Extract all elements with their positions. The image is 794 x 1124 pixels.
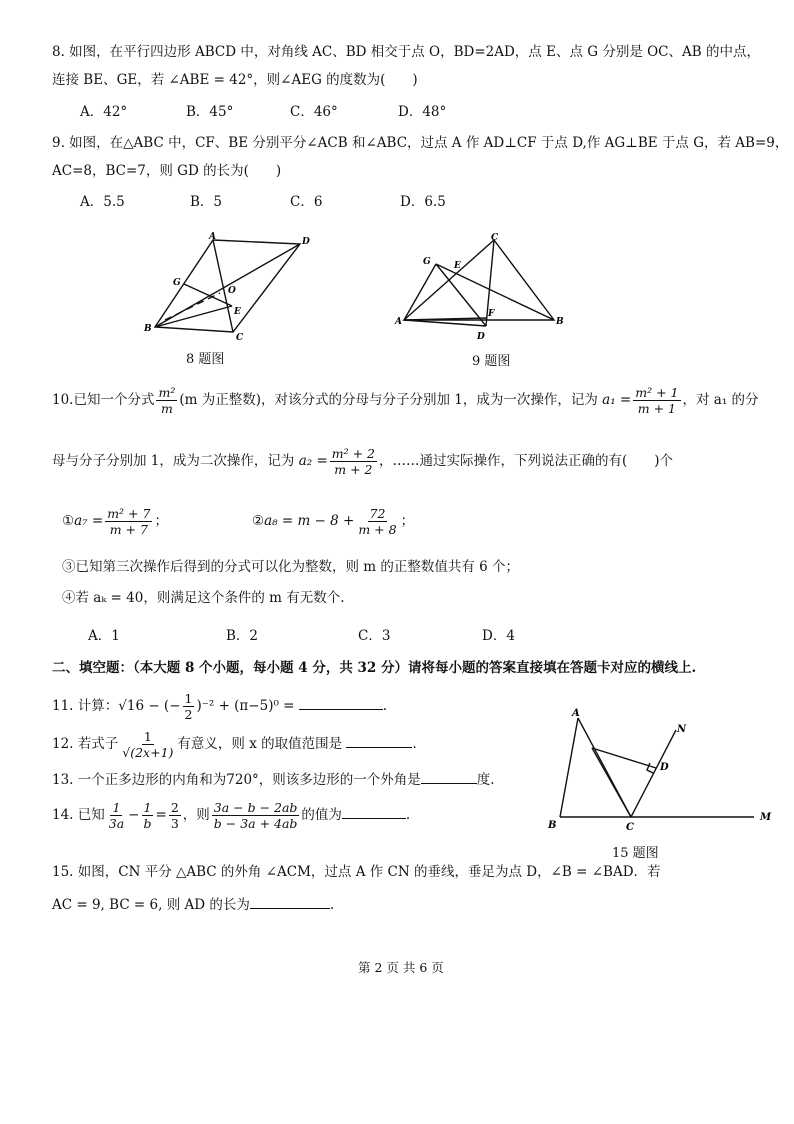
- fig9-label-e: E: [454, 261, 461, 271]
- segment-ab: [560, 718, 578, 817]
- q8-line2: 连接 BE、GE，若 ∠ABE = 42°，则∠AEG 的度数为( ): [52, 72, 418, 88]
- fig15-label-a: A: [572, 708, 580, 719]
- q10-a1-label: a₁ =: [602, 392, 632, 408]
- fig8-label-o: O: [228, 286, 236, 296]
- figure-8-parallelogram: [135, 228, 325, 346]
- q10-option-d: D．4: [482, 628, 515, 644]
- q10-s2-fraction: $\frac{72}{m + 8}$: [358, 506, 397, 537]
- fig15-label-d: D: [660, 762, 669, 773]
- segment-gd: [436, 264, 486, 326]
- fig9-label-f: F: [488, 309, 495, 319]
- segment-ad: [404, 320, 486, 326]
- figure-15-caption: 15 题图: [612, 846, 659, 861]
- ray-cn: [631, 730, 676, 817]
- q15-line1: 15. 如图，CN 平分 △ABC 的外角 ∠ACM，过点 A 作 CN 的垂线，垂足为点 D，∠B = ∠BAD．若: [52, 864, 661, 880]
- q12-fraction: $\frac{1}{√(2x+1)}$: [122, 729, 174, 760]
- q10-fraction-m2-over-m: $\frac{\text{m²}}{m}$: [158, 385, 176, 416]
- q10-a2-label: a₂ =: [298, 453, 328, 469]
- q12-answer-blank: [346, 747, 412, 748]
- q10-statement-4: ④若 aₖ = 40，则满足这个条件的 m 有无数个.: [62, 590, 345, 606]
- q10-s1-fraction: $\frac{\text{m² + 7}}{m + 7}$: [107, 506, 151, 537]
- q10-statement-2: ②a₈ = m − 8 + $\frac{72}{m + 8}$ ；: [252, 506, 415, 537]
- q12-line: 12. 若式子 $\frac{1}{√(2x+1)}$ 有意义，则 x 的取值范围是 .: [52, 729, 417, 760]
- q10-option-c: C．3: [358, 628, 391, 644]
- q9-line1: 9. 如图，在△ABC 中，CF、BE 分别平分∠ACB 和∠ABC，过点 A 作 AD⊥CF 于点 D,作 AG⊥BE 于点 G，若 AB=9，: [52, 135, 789, 151]
- segment-gb: [436, 264, 554, 320]
- q10-a1-tail: ，对 a₁ 的分: [682, 392, 759, 408]
- q11-line: 11. 计算：√16 − (− $\frac{1}{2}$ )⁻² + (π−5)⁰ = .: [52, 691, 388, 722]
- fig15-label-b: B: [548, 820, 557, 831]
- fig15-label-c: C: [626, 822, 634, 833]
- q14-fraction-1-over-3a: $\frac{1}{3a}$: [108, 800, 125, 831]
- fig8-label-d: D: [302, 237, 310, 247]
- fig9-label-d: D: [477, 332, 485, 342]
- fig15-label-n: N: [677, 724, 687, 735]
- q13-line: 13. 一个正多边形的内角和为720°，则该多边形的一个外角是 度.: [52, 772, 495, 788]
- q11-answer-blank: [299, 709, 383, 710]
- right-angle-mark: [647, 763, 653, 773]
- page-footer: 第 2 页 共 6 页: [358, 960, 444, 975]
- q9-line2: AC=8，BC=7，则 GD 的长为( ): [52, 163, 282, 179]
- fig9-label-c: C: [491, 233, 499, 243]
- fig8-label-g: G: [173, 278, 181, 288]
- segment-ag: [404, 264, 436, 320]
- q9-option-a: A．5.5: [80, 194, 125, 210]
- fig9-label-g: G: [423, 257, 431, 267]
- q10-line2: [52, 445, 673, 477]
- q9-option-d: D．6.5: [400, 194, 446, 210]
- figure-9-caption: 9 题图: [472, 354, 511, 369]
- figure-8-caption: 8 题图: [186, 352, 225, 367]
- q8-option-d: D．48°: [398, 104, 447, 120]
- fig8-label-c: C: [236, 333, 244, 343]
- q10-statement-1: ①a₇ = $\frac{\text{m² + 7}}{m + 7}$ ；: [62, 506, 168, 537]
- q9-option-b: B．5: [190, 194, 223, 210]
- section-2-heading: 二、填空题：（本大题 8 个小题，每小题 4 分，共 32 分）请将每小题的答案直接填在答题卡对应的横线上.: [52, 660, 697, 676]
- figure-9-triangle: [390, 228, 570, 346]
- fig8-label-a: A: [209, 232, 216, 242]
- fig8-label-b: B: [144, 324, 152, 334]
- q15-line2: AC = 9, BC = 6, 则 AD 的长为 .: [52, 897, 335, 913]
- q10-question: ，……通过实际操作，下列说法正确的有( )个: [379, 453, 674, 469]
- q11-fraction-half: $\frac{1}{2}$: [184, 691, 193, 722]
- q10-operation-desc: (m 为正整数)，对该分式的分母与分子分别加 1，成为一次操作，记为: [179, 392, 598, 408]
- fig9-label-b: B: [556, 317, 564, 327]
- q10-statement-3: ③已知第三次操作后得到的分式可以化为整数，则 m 的正整数值共有 6 个；: [62, 559, 520, 575]
- fig8-label-e: E: [234, 307, 241, 317]
- figure-15-triangle: [540, 700, 780, 840]
- q13-answer-blank: [421, 783, 477, 784]
- q14-answer-blank: [342, 818, 406, 819]
- q9-option-c: C．6: [290, 194, 323, 210]
- q14-fraction-expression: $\frac{3a - b - 2ab}{b - 3a + 4ab}$: [213, 800, 298, 831]
- q10-intro: 10.已知一个分式: [52, 392, 155, 408]
- q10-fraction-a1: $\frac{\text{m² + 1}}{m + 1}$: [635, 385, 679, 416]
- q14-fraction-1-over-b: $\frac{1}{b}$: [143, 800, 152, 831]
- q14-fraction-2-over-3: $\frac{2}{3}$: [170, 800, 179, 831]
- fig9-label-a: A: [395, 317, 402, 327]
- q8-option-a: A．42°: [80, 104, 128, 120]
- q10-fraction-a2: $\frac{\text{m² + 2}}{m + 2}$: [331, 446, 376, 477]
- q10-second-op: 母与分子分别加 1，成为二次操作，记为: [52, 453, 295, 469]
- q15-answer-blank: [250, 908, 330, 909]
- q10-option-b: B．2: [226, 628, 259, 644]
- fig15-label-m: M: [760, 812, 772, 823]
- q8-option-c: C．46°: [290, 104, 338, 120]
- q8-option-b: B．45°: [186, 104, 234, 120]
- q8-line1: 8. 如图，在平行四边形 ABCD 中，对角线 AC、BD 相交于点 O，BD=2AD，点 E、点 G 分别是 OC、AB 的中点，: [52, 44, 760, 60]
- q14-line: 14. 已知 $\frac{1}{3a}$ − $\frac{1}{b}$ = $\frac{2}{3}$ ，则 $\frac{3a - b - 2ab}{b - 3a + 4ab}$ 的值为 .: [52, 800, 411, 831]
- q10-line1: [52, 384, 759, 416]
- q10-option-a: A．1: [88, 628, 120, 644]
